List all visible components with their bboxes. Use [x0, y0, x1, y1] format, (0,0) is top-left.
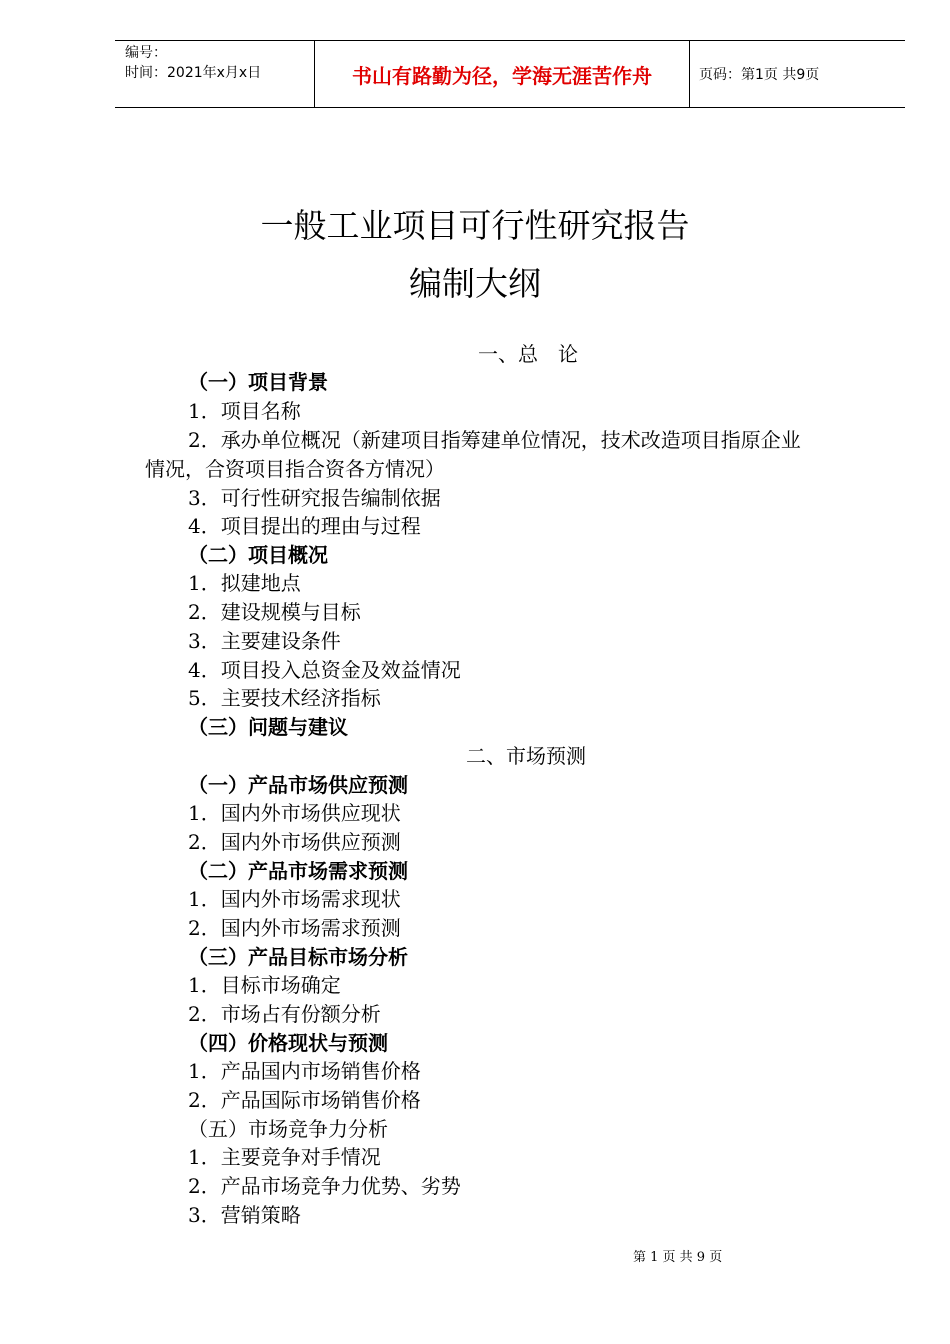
list-item: 1．国内外市场需求现状 [188, 887, 401, 911]
list-item: 3．可行性研究报告编制依据 [188, 486, 441, 510]
section-heading: （三）问题与建议 [188, 715, 348, 739]
section-heading: （一）产品市场供应预测 [188, 773, 408, 797]
list-item: 2．国内外市场供应预测 [188, 830, 401, 854]
header-page-info: 页码：第1页 共9页 [699, 67, 820, 83]
list-item: 1．项目名称 [188, 399, 301, 423]
section-heading-plain: （五）市场竞争力分析 [188, 1117, 388, 1141]
list-item: 2．建设规模与目标 [188, 600, 361, 624]
document-title: 一般工业项目可行性研究报告 [260, 206, 690, 245]
list-item: 2．市场占有份额分析 [188, 1002, 381, 1026]
header-motto: 书山有路勤为径，学海无涯苦作舟 [315, 41, 690, 107]
list-item: 2．承办单位概况（新建项目指筹建单位情况，技术改造项目指原企业 [188, 428, 801, 452]
list-item-continuation: 情况，合资项目指合资各方情况） [145, 457, 445, 481]
time-label: 时间：2021年x月x日 [125, 65, 262, 81]
section-heading: （一）项目背景 [188, 370, 328, 394]
section-heading: （二）项目概况 [188, 543, 328, 567]
chapter-1-title: 一、总 论 [478, 342, 578, 366]
list-item: 1．国内外市场供应现状 [188, 801, 401, 825]
page-footer: 第 1 页 共 9 页 [633, 1250, 723, 1265]
list-item: 1．目标市场确定 [188, 973, 341, 997]
list-item: 2．国内外市场需求预测 [188, 916, 401, 940]
list-item: 1．产品国内市场销售价格 [188, 1059, 421, 1083]
list-item: 2．产品国际市场销售价格 [188, 1088, 421, 1112]
header-meta [115, 41, 315, 107]
list-item: 5．主要技术经济指标 [188, 686, 381, 710]
chapter-2-title: 二、市场预测 [466, 744, 586, 768]
section-heading: （四）价格现状与预测 [188, 1031, 388, 1055]
document-subtitle: 编制大纲 [409, 264, 541, 303]
list-item: 1．主要竞争对手情况 [188, 1145, 381, 1169]
list-item: 2．产品市场竞争力优势、劣势 [188, 1174, 461, 1198]
page-header [115, 40, 905, 108]
list-item: 4．项目提出的理由与过程 [188, 514, 421, 538]
number-label: 编号： [125, 45, 167, 61]
list-item: 1．拟建地点 [188, 571, 301, 595]
section-heading: （二）产品市场需求预测 [188, 859, 408, 883]
list-item: 3．主要建设条件 [188, 629, 341, 653]
list-item: 4．项目投入总资金及效益情况 [188, 658, 461, 682]
section-heading: （三）产品目标市场分析 [188, 945, 408, 969]
list-item: 3．营销策略 [188, 1203, 301, 1227]
